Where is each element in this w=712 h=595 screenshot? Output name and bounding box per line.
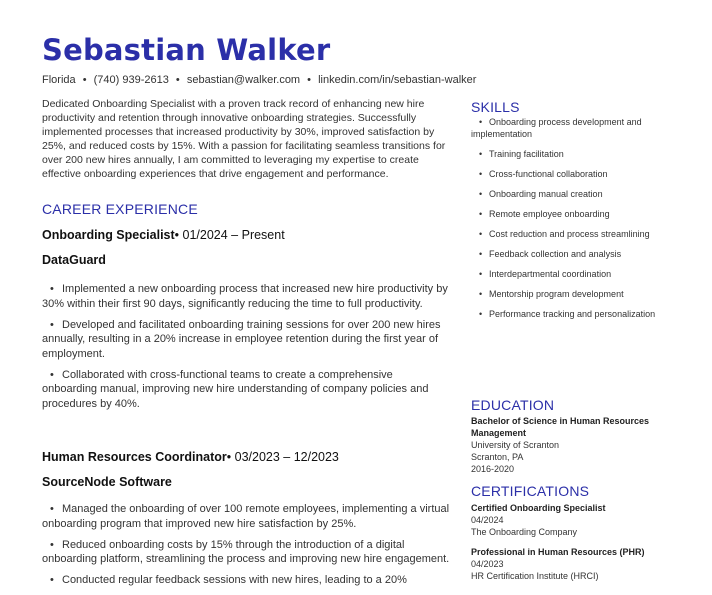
skill-item [471,208,656,220]
skills-column [471,116,656,328]
skill-item-text: Remote employee onboarding [489,209,610,219]
job-bullets [42,282,450,418]
skill-item [471,148,656,160]
bullet-dot: • [479,189,483,199]
skill-item [471,288,656,300]
candidate-name: Sebastian Walker [42,33,331,67]
skill-item-text: Mentorship program development [489,289,624,299]
job-company: SourceNode Software [42,475,172,489]
job-dates: • 01/2024 – Present [174,228,285,242]
skill-item-text: Performance tracking and personalization [489,309,656,319]
job-role: Human Resources Coordinator [42,450,227,464]
job-bullet-text: Managed the onboarding of over 100 remote employees, implementing a virtual onboarding program that improved new hire satisfaction by 25%. [42,503,450,530]
bullet-dot: • [479,269,483,279]
bullet-dot: • [479,117,483,127]
job-bullet-text: Reduced onboarding costs by 15% through the introduction of a digital onboarding platform, streamlining the process and improving new hire engagement. [42,538,450,565]
job-title [42,450,339,464]
skill-item [471,228,656,240]
job-role: Onboarding Specialist [42,228,175,242]
bullet-dot: • [50,283,54,295]
contact-phone: (740) 939-2613 [93,74,169,86]
bullet-dot: • [479,289,483,299]
bullet-dot: • [479,209,483,219]
professional-summary: Dedicated Onboarding Specialist with a proven track record of enhancing new hire productivity and retention through innovative onboarding strategies. Successfully implemented processes that increased productivity by 30%, improved satisfaction by 25%, and reduced costs by 15%. With a passion for facilitating seamless transitions for over 200 new hires annually, I am committed to leveraging my expertise to create effective onboarding experiences that drive engagement and performance. [42,98,446,180]
contact-location: Florida [42,74,76,86]
job-bullet-text: Collaborated with cross-functional teams to create a comprehensive onboarding manual, improving new hire understanding of company policies and procedures by 40%. [42,368,429,410]
skill-item [471,168,656,180]
job-bullet-text: Implemented a new onboarding process that increased new hire productivity by 30% within their first 90 days, significantly reducing the time to full productivity. [42,283,448,310]
job-bullet [42,318,450,362]
certification-name: Professional in Human Resources (PHR) [471,547,645,557]
skill-item-text: Interdepartmental coordination [489,269,612,279]
certification-name: Certified Onboarding Specialist [471,503,606,513]
skill-item-text: Onboarding process development and implementation [471,117,642,139]
bullet-dot: • [50,368,54,381]
experience-section-title: CAREER EXPERIENCE [42,201,198,217]
certifications-section-title: CERTIFICATIONS [471,483,590,499]
job-bullet [42,368,450,412]
bullet-dot: • [479,229,483,239]
skill-item [471,308,656,320]
certification-date: 04/2024 [471,515,504,525]
job-title [42,228,285,242]
skill-item [471,116,656,140]
skill-item [471,248,656,260]
skill-item [471,188,656,200]
contact-email[interactable]: sebastian@walker.com [186,74,301,86]
job-company: DataGuard [42,253,106,267]
skill-item-text: Training facilitation [489,149,564,159]
job-bullet [42,282,450,311]
job-bullet-text: Conducted regular feedback sessions with new hires, leading to a 20% [62,574,407,586]
bullet-dot: • [479,249,483,259]
contact-line [42,74,476,86]
bullet-dot: • [50,574,54,586]
certification-item [471,502,656,538]
skill-item [471,268,656,280]
certification-issuer: HR Certification Institute (HRCI) [471,571,599,581]
job-bullet [42,538,450,567]
certification-item [471,546,656,582]
education-degree: Bachelor of Science in Human Resources Management [471,416,650,438]
skills-list [471,116,656,320]
job-bullet-text: Developed and facilitated onboarding training sessions for over 200 new hires annually, resulting in a 20% increase in employee retention during the first year of employment. [42,318,441,360]
bullet-dot: • [50,318,54,331]
education-section-title: EDUCATION [471,397,555,413]
skills-section-title: SKILLS [471,99,520,115]
education-location: Scranton, PA [471,452,524,462]
bullet-dot: • [479,309,483,319]
contact-separator: • [307,74,312,86]
education-school: University of Scranton [471,440,560,450]
certification-date: 04/2023 [471,559,504,569]
bullet-dot: • [479,149,483,159]
education-block [471,415,656,475]
contact-linkedin[interactable]: linkedin.com/in/sebastian-walker [318,74,477,86]
job-bullet [42,502,450,531]
skill-item-text: Cross-functional collaboration [489,169,608,179]
contact-separator: • [175,74,180,86]
contact-separator: • [82,74,87,86]
skill-item-text: Onboarding manual creation [489,189,603,199]
job-dates: • 03/2023 – 12/2023 [226,450,339,464]
skill-item-text: Cost reduction and process streamlining [489,229,650,239]
bullet-dot: • [479,169,483,179]
job-bullets [42,502,450,594]
education-years: 2016-2020 [471,464,515,474]
skill-item-text: Feedback collection and analysis [489,249,622,259]
job-bullet [42,573,450,588]
bullet-dot: • [50,538,54,551]
bullet-dot: • [50,503,54,515]
certification-issuer: The Onboarding Company [471,527,578,537]
